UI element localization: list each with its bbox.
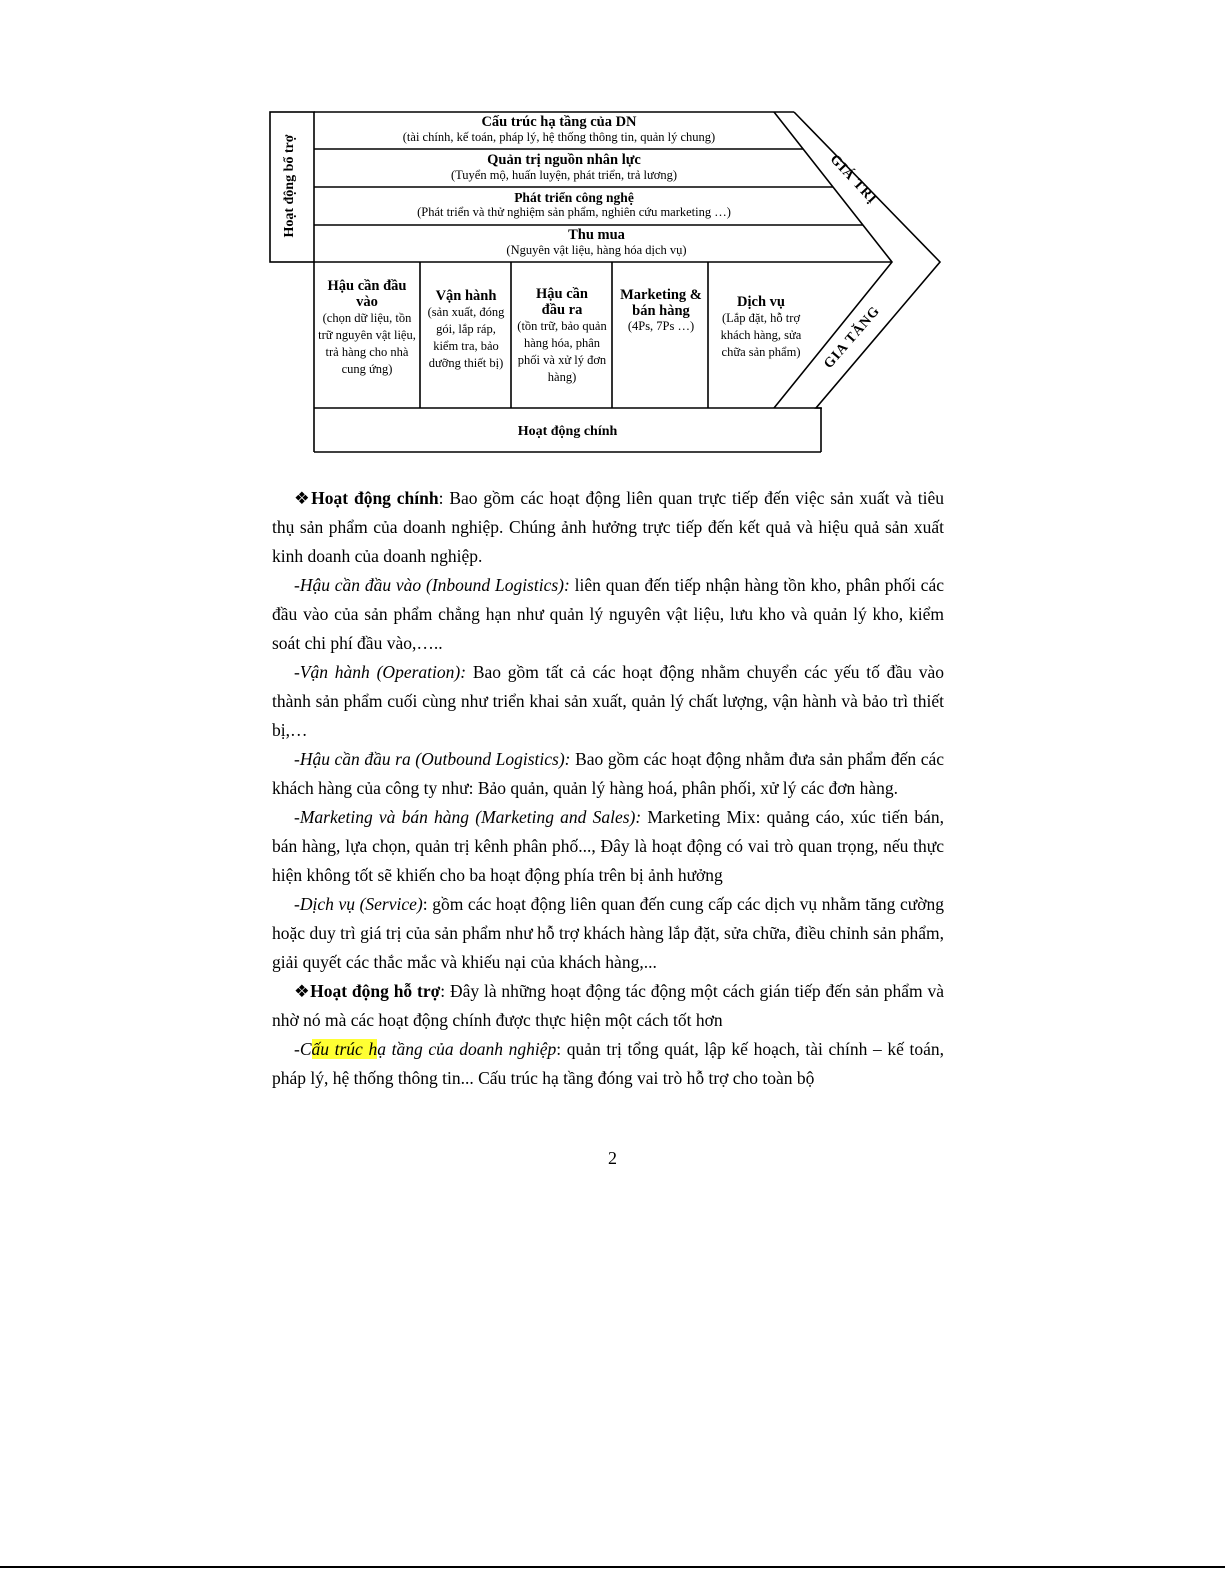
term-heading: Hoạt động hỗ trợ: [310, 981, 441, 1001]
paragraph-inbound-logistics: [272, 571, 944, 658]
paragraph-service: [272, 890, 944, 977]
col-sub: (4Ps, 7Ps …): [627, 319, 695, 334]
paragraph-text: Marketing Mix: quảng cáo, xúc tiến bán, bán hàng, lựa chọn, quản trị kênh phân phố..., Đây là hoạt động có vai trò quan trọng, nếu thực hiện không tốt sẽ khiến cho ba hoạt động phía trên bị ảnh hưởng: [272, 807, 945, 885]
row-sub: (Phát triển và thử nghiệm sản phẩm, nghiên cứu marketing …): [417, 205, 731, 220]
paragraph-text: : gồm các hoạt động liên quan đến cung cấp các dịch vụ nhằm tăng cường hoặc duy trì giá trị của sản phẩm như hỗ trợ khách hàng lắp đặt, sửa chữa, điều chỉnh sản phẩm, giải quyết các thắc mắc và khiếu nại của khách hàng,...: [272, 894, 944, 972]
paragraph-infrastructure: [272, 1035, 944, 1093]
row-title: Quản trị nguồn nhân lực: [487, 152, 641, 168]
col-title: Dịch vụ: [737, 294, 785, 310]
row-title: Cấu trúc hạ tầng của DN: [481, 114, 637, 130]
primary-activities-label: [314, 424, 821, 440]
support-activities-label: Hoạt động bổ trợ: [282, 134, 297, 238]
support-row-hr: [314, 152, 814, 182]
col-title: Hậu cần đầu vào: [327, 278, 407, 311]
primary-col-marketing: [615, 287, 707, 333]
primary-col-outbound: [514, 286, 610, 386]
col-sub: (sản xuất, đóng gói, lắp ráp, kiểm tra, bảo dưỡng thiết bị): [427, 305, 505, 370]
primary-col-inbound: [316, 278, 418, 378]
paragraph-primary-activities: [272, 484, 944, 571]
page-number: 2: [608, 1148, 617, 1168]
paragraph-text: : Bao gồm các hoạt động liên quan trực tiếp đến việc sản xuất và tiêu thụ sản phẩm của doanh nghiệp. Chúng ảnh hưởng trực tiếp đến kết quả và hiệu quả sản xuất kinh doanh của doanh nghiệp.: [272, 488, 944, 566]
term-heading: -Marketing và bán hàng (Marketing and Sales):: [294, 807, 642, 827]
paragraph-text: liên quan đến tiếp nhận hàng tồn kho, phân phối các đầu vào của sản phẩm chẳng hạn như quản lý nguyên vật liệu, lưu kho và quản lý kho, kiểm soát chi phí đầu vào,…..: [272, 575, 944, 653]
support-row-technology: [314, 190, 834, 219]
support-row-infrastructure: [314, 114, 804, 144]
term-heading: [294, 1039, 556, 1059]
term-heading: Hoạt động chính: [311, 488, 439, 508]
bullet-diamond-icon: ❖: [294, 488, 312, 508]
paragraph-operations: [272, 658, 944, 745]
document-body: [272, 484, 944, 1093]
col-title: Hậu cần đầu ra: [536, 286, 588, 319]
paragraph-support-activities: [272, 977, 944, 1035]
col-title: Marketing & bán hàng: [620, 287, 702, 320]
col-sub: (chọn dữ liệu, tồn trữ nguyên vật liệu, trả hàng cho nhà cung ứng): [318, 311, 416, 377]
row-sub: (Nguyên vật liệu, hàng hóa dịch vụ): [506, 243, 687, 258]
support-row-procurement: [314, 227, 879, 257]
paragraph-text: Bao gồm tất cả các hoạt động nhằm chuyển các yếu tố đầu vào thành sản phẩm cuối cùng như triển khai sản xuất, quản lý chất lượng, vận hành và bảo trì thiết bị,…: [272, 662, 944, 740]
outer-chevron: [794, 112, 940, 408]
paragraph-text: : quản trị tổng quát, lập kế hoạch, tài chính – kế toán, pháp lý, hệ thống thông tin... Cấu trúc hạ tầng đóng vai trò hỗ trợ cho toàn bộ: [272, 1039, 945, 1088]
row-sub: (Tuyển mộ, huấn luyện, phát triển, trả lương): [450, 168, 678, 183]
paragraph-text: : Đây là những hoạt động tác động một cách gián tiếp đến sản phẩm và nhờ nó mà các hoạt động chính được thực hiện một cách tốt hơn: [272, 981, 944, 1030]
value-chain-diagram: [266, 108, 956, 460]
row-title: Phát triển công nghệ: [514, 190, 634, 205]
term-heading: -Dịch vụ (Service): [294, 894, 423, 914]
bullet-diamond-icon: ❖: [294, 981, 311, 1001]
paragraph-text: Bao gồm các hoạt động nhằm đưa sản phẩm đến các khách hàng của công ty như: Bảo quản, quản lý hàng hoá, phân phối, xử lý các đơn hàng.: [272, 749, 944, 798]
primary-label-text: Hoạt động chính: [517, 424, 618, 439]
col-sub: (tồn trữ, bảo quản hàng hóa, phân phối và xử lý đơn hàng): [517, 319, 607, 385]
term-heading: -Hậu cần đầu vào (Inbound Logistics):: [294, 575, 570, 595]
term-part: -C: [294, 1039, 312, 1059]
col-title: Vận hành: [435, 288, 497, 304]
highlighted-text: ấu trúc h: [311, 1039, 378, 1059]
term-heading: -Hậu cần đầu ra (Outbound Logistics):: [294, 749, 571, 769]
value-label-lower: GIA TĂNG: [821, 303, 884, 372]
primary-col-operations: [423, 288, 509, 372]
value-label-upper: GIÁ TRỊ: [826, 152, 880, 208]
primary-col-service: [712, 294, 810, 361]
paragraph-outbound-logistics: [272, 745, 944, 803]
term-heading: -Vận hành (Operation):: [294, 662, 467, 682]
row-sub: (tài chính, kế toán, pháp lý, hệ thống thông tin, quản lý chung): [402, 130, 716, 145]
term-part: ạ tầng của doanh nghiệp: [377, 1039, 557, 1059]
row-title: Thu mua: [568, 227, 625, 243]
bottom-border-line: [0, 1566, 1225, 1568]
col-sub: (Lắp đặt, hỗ trợ khách hàng, sửa chữa sản phẩm): [720, 311, 802, 359]
paragraph-marketing-sales: [272, 803, 944, 890]
